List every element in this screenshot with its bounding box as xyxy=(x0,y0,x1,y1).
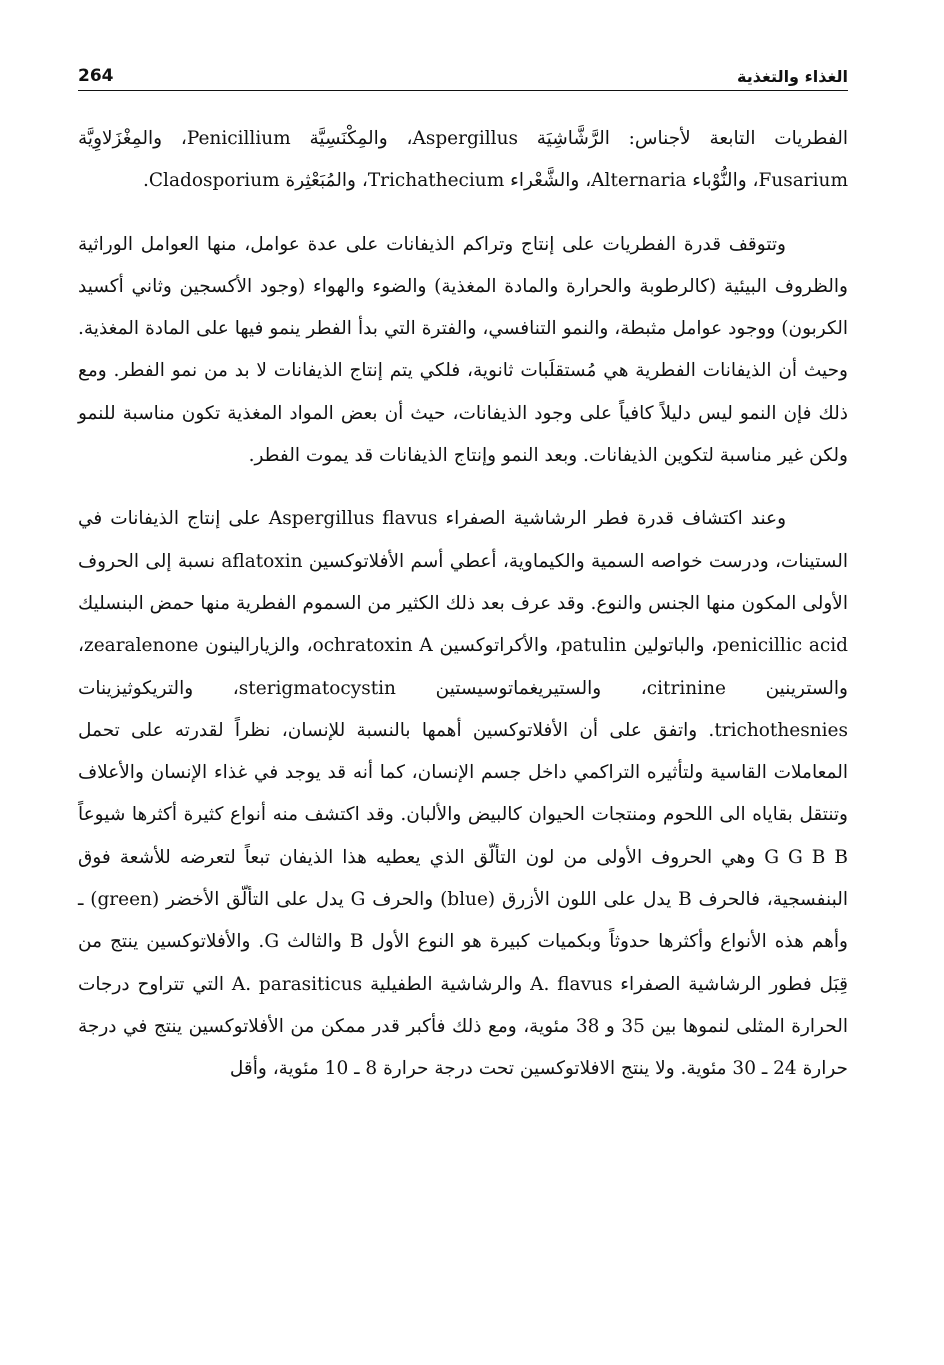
page-number: 264 xyxy=(78,66,114,86)
page-header xyxy=(78,58,848,91)
paragraph-2 xyxy=(78,224,848,478)
paragraph-3-text: وعند اكتشاف قدرة فطر الرشاشية الصفراء Aspergillus flavus على إنتاج الذيفانات في الستينات، ودرست خواصه السمية والكيماوية، أعطي أسم الأفلاتوكسين aflatoxin نسبة إلى الحروف الأولى المكون منها الجنس والنوع. وقد عرف بعد ذلك الكثير من السموم الفطرية منها حمض البنسليك penicillic acid، والباتولين patulin، والأكراتوكسين ochratoxin A، والزيارالينون zearalenone، والسترينين citrinine، والستيريغماتوسيستين sterigmatocystin، والتريكوثيزينات trichothesnies. واتفق على أن الأفلاتوكسين أهمها بالنسبة للإنسان، نظراً لقدرته على تحمل المعاملات القاسية ولتأثيره التراكمي داخل جسم الإنسان، كما أنه قد يوجد في غذاء الإنسان والأعلاف وتنتقل بقاياه الى اللحوم ومنتجات الحيوان كالبيض والألبان. وقد اكتشف منه أنواع كثيرة أكثرها شيوعاً G G B B وهي الحروف الأولى من لون التألّق الذي يعطيه هذا الذيفان تبعاً لتعرضه للأشعة فوق البنفسجية، فالحرف B يدل على اللون الأزرق (blue) والحرف G يدل على التألّق الأخضر (green) ـ وأهم هذه الأنواع وأكثرها حدوثاً وبكميات كبيرة هو النوع الأول B والثالث G. والأفلاتوكسين ينتج من قِبَل فطور الرشاشية الصفراء A. flavus والرشاشية الطفيلية A. parasiticus التي تتراوح درجات الحرارة المثلى لنموها بين 35 و 38 مئوية، ومع ذلك فأكبر قدر ممكن من الأفلاتوكسين ينتج في درجة حرارة 24 ـ 30 مئوية. ولا ينتج الافلاتوكسين تحت درجة حرارة 8 ـ 10 مئوية، وأقل xyxy=(78,508,848,1080)
paragraph-2-text: وتتوقف قدرة الفطريات على إنتاج وتراكم الذيفانات على عدة عوامل، منها العوامل الوراثية والظروف البيئية (كالرطوبة والحرارة والمادة المغذية) والضوء والهواء (وجود الأكسجين وثاني أكسيد الكربون) ووجود عوامل مثبطة، والنمو التنافسي، والفترة التي بدأ الفطر ينمو فيها على المادة المغذية. وحيث أن الذيفانات الفطرية هي مُستقلَبات ثانوية، فلكي يتم إنتاج الذيفانات لا بد من نمو الفطر. ومع ذلك فإن النمو ليس دليلاً كافياً على وجود الذيفانات، حيث أن بعض المواد المغذية تكون مناسبة للنمو ولكن غير مناسبة لتكوين الذيفانات. وبعد النمو وإنتاج الذيفانات قد يموت الفطر. xyxy=(78,233,848,467)
paragraph-1 xyxy=(78,118,848,203)
page-body xyxy=(78,118,848,1091)
running-title: الغذاء والتغذية xyxy=(737,67,848,86)
paragraph-3 xyxy=(78,498,848,1090)
paragraph-1-text: الفطريات التابعة لأجناس: الرَّشَّاشِيَة Aspergillus، والمِكْنَسِيَّة Penicillium، والمِغْزَلاوِيَّة Fusarium، والنُّوْباء Alternaria، والشَّعْراء Trichathecium، والمُبَعْثِرة Cladosporium. xyxy=(78,128,848,192)
